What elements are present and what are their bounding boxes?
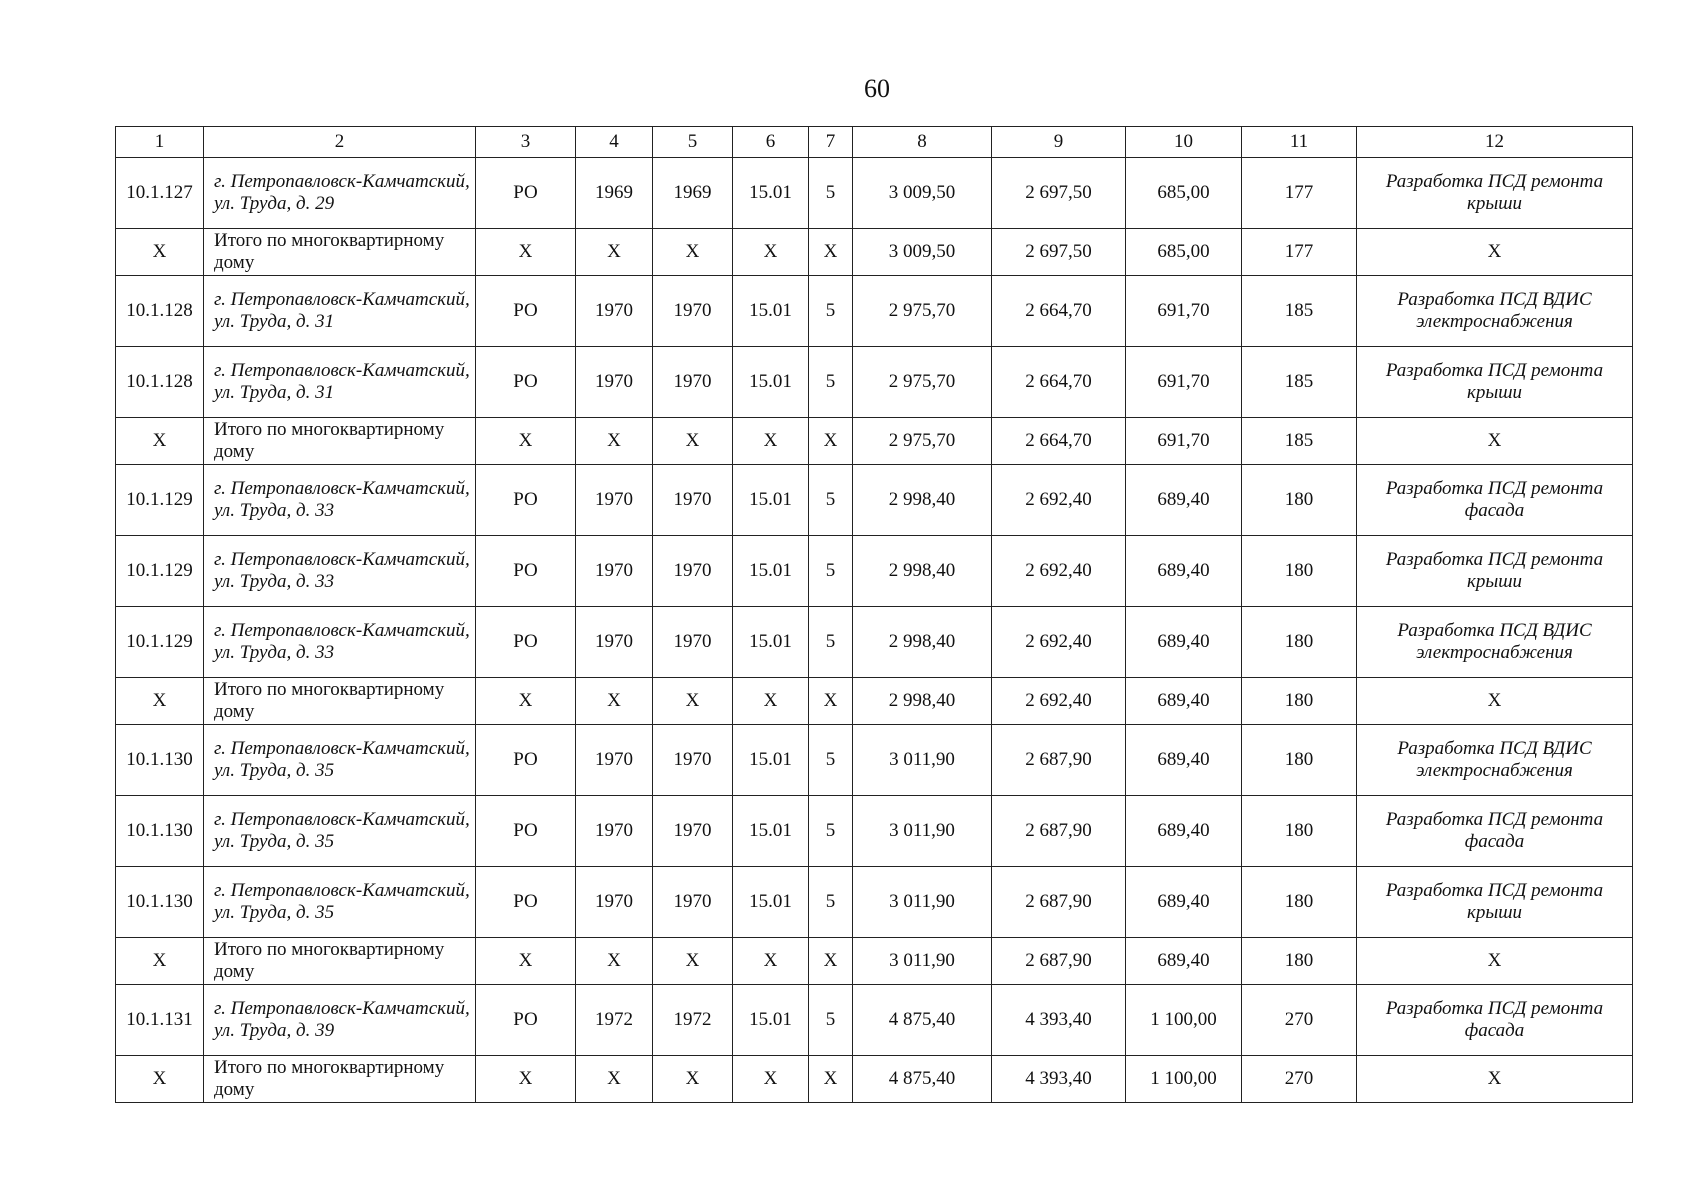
floors-cell: X <box>809 229 853 276</box>
floors-cell: 5 <box>809 725 853 796</box>
non-residential-area-cell: 1 100,00 <box>1126 1056 1242 1103</box>
residents-count-cell: 270 <box>1242 1056 1357 1103</box>
year-built-cell: 1970 <box>576 725 653 796</box>
residents-count-cell: 180 <box>1242 678 1357 725</box>
total-row <box>116 938 1633 985</box>
address-cell: г. Петропавловск-Камчатский, ул. Труда, д. 33 <box>204 465 476 536</box>
work-type-cell: Разработка ПСД ВДИС электроснабжения <box>1357 725 1633 796</box>
work-type-cell: Разработка ПСД ремонта крыши <box>1357 867 1633 938</box>
non-residential-area-cell: 689,40 <box>1126 465 1242 536</box>
address-cell: г. Петропавловск-Камчатский, ул. Труда, д. 33 <box>204 607 476 678</box>
address-cell: Итого по многоквартирному дому <box>204 418 476 465</box>
floors-cell: 5 <box>809 796 853 867</box>
year-commissioned-cell: 1969 <box>653 158 733 229</box>
work-type-cell: Разработка ПСД ремонта крыши <box>1357 158 1633 229</box>
residential-area-cell: 2 697,50 <box>992 158 1126 229</box>
standard-cell: 15.01 <box>733 276 809 347</box>
non-residential-area-cell: 1 100,00 <box>1126 985 1242 1056</box>
column-header: 1 <box>116 127 204 158</box>
year-built-cell: 1969 <box>576 158 653 229</box>
total-area-cell: 4 875,40 <box>853 985 992 1056</box>
table-row <box>116 867 1633 938</box>
work-type-cell: Разработка ПСД ВДИС электроснабжения <box>1357 276 1633 347</box>
row-number-cell: X <box>116 938 204 985</box>
year-built-cell: 1970 <box>576 796 653 867</box>
total-area-cell: 4 875,40 <box>853 1056 992 1103</box>
floors-cell: X <box>809 678 853 725</box>
non-residential-area-cell: 689,40 <box>1126 678 1242 725</box>
total-row <box>116 1056 1633 1103</box>
owner-type-cell: X <box>476 678 576 725</box>
non-residential-area-cell: 691,70 <box>1126 347 1242 418</box>
row-number-cell: X <box>116 678 204 725</box>
header-row <box>116 127 1633 158</box>
residents-count-cell: 180 <box>1242 465 1357 536</box>
floors-cell: X <box>809 418 853 465</box>
standard-cell: X <box>733 678 809 725</box>
table-row <box>116 985 1633 1056</box>
year-built-cell: 1970 <box>576 867 653 938</box>
year-built-cell: 1970 <box>576 347 653 418</box>
column-header: 11 <box>1242 127 1357 158</box>
row-number-cell: X <box>116 1056 204 1103</box>
work-type-cell: Разработка ПСД ремонта крыши <box>1357 347 1633 418</box>
total-area-cell: 2 975,70 <box>853 276 992 347</box>
year-commissioned-cell: 1970 <box>653 867 733 938</box>
work-type-cell: X <box>1357 678 1633 725</box>
work-type-cell: Разработка ПСД ВДИС электроснабжения <box>1357 607 1633 678</box>
owner-type-cell: РО <box>476 347 576 418</box>
row-number-cell: X <box>116 418 204 465</box>
year-commissioned-cell: 1970 <box>653 607 733 678</box>
year-built-cell: 1970 <box>576 536 653 607</box>
owner-type-cell: X <box>476 938 576 985</box>
residents-count-cell: 180 <box>1242 867 1357 938</box>
page-number: 60 <box>864 74 890 103</box>
work-type-cell: Разработка ПСД ремонта крыши <box>1357 536 1633 607</box>
address-cell: г. Петропавловск-Камчатский, ул. Труда, д. 35 <box>204 796 476 867</box>
year-commissioned-cell: X <box>653 418 733 465</box>
residential-area-cell: 2 664,70 <box>992 276 1126 347</box>
standard-cell: X <box>733 229 809 276</box>
column-header: 10 <box>1126 127 1242 158</box>
non-residential-area-cell: 685,00 <box>1126 158 1242 229</box>
residents-count-cell: 180 <box>1242 796 1357 867</box>
standard-cell: 15.01 <box>733 985 809 1056</box>
residential-area-cell: 2 697,50 <box>992 229 1126 276</box>
table-row <box>116 607 1633 678</box>
table-row <box>116 347 1633 418</box>
year-commissioned-cell: 1970 <box>653 536 733 607</box>
residents-count-cell: 177 <box>1242 229 1357 276</box>
owner-type-cell: РО <box>476 536 576 607</box>
owner-type-cell: РО <box>476 985 576 1056</box>
year-built-cell: X <box>576 678 653 725</box>
address-cell: Итого по многоквартирному дому <box>204 229 476 276</box>
address-cell: г. Петропавловск-Камчатский, ул. Труда, д. 31 <box>204 347 476 418</box>
column-header: 3 <box>476 127 576 158</box>
capital-repair-table <box>115 126 1633 1103</box>
column-header: 6 <box>733 127 809 158</box>
total-area-cell: 2 975,70 <box>853 418 992 465</box>
row-number-cell: X <box>116 229 204 276</box>
residents-count-cell: 177 <box>1242 158 1357 229</box>
table-row <box>116 536 1633 607</box>
address-cell: г. Петропавловск-Камчатский, ул. Труда, д. 33 <box>204 536 476 607</box>
non-residential-area-cell: 689,40 <box>1126 796 1242 867</box>
residential-area-cell: 2 692,40 <box>992 607 1126 678</box>
column-header: 5 <box>653 127 733 158</box>
total-area-cell: 3 011,90 <box>853 796 992 867</box>
total-area-cell: 2 998,40 <box>853 678 992 725</box>
floors-cell: 5 <box>809 985 853 1056</box>
column-header: 4 <box>576 127 653 158</box>
residents-count-cell: 180 <box>1242 607 1357 678</box>
column-header: 7 <box>809 127 853 158</box>
standard-cell: 15.01 <box>733 465 809 536</box>
work-type-cell: Разработка ПСД ремонта фасада <box>1357 985 1633 1056</box>
year-built-cell: 1970 <box>576 465 653 536</box>
row-number-cell: 10.1.128 <box>116 276 204 347</box>
table-row <box>116 276 1633 347</box>
work-type-cell: X <box>1357 418 1633 465</box>
row-number-cell: 10.1.128 <box>116 347 204 418</box>
address-cell: г. Петропавловск-Камчатский, ул. Труда, д. 35 <box>204 867 476 938</box>
floors-cell: 5 <box>809 607 853 678</box>
residential-area-cell: 2 664,70 <box>992 418 1126 465</box>
year-commissioned-cell: X <box>653 229 733 276</box>
residential-area-cell: 2 687,90 <box>992 867 1126 938</box>
work-type-cell: X <box>1357 938 1633 985</box>
owner-type-cell: РО <box>476 725 576 796</box>
address-cell: г. Петропавловск-Камчатский, ул. Труда, д. 39 <box>204 985 476 1056</box>
owner-type-cell: РО <box>476 796 576 867</box>
residents-count-cell: 180 <box>1242 938 1357 985</box>
row-number-cell: 10.1.127 <box>116 158 204 229</box>
year-built-cell: 1972 <box>576 985 653 1056</box>
row-number-cell: 10.1.130 <box>116 725 204 796</box>
total-row <box>116 229 1633 276</box>
floors-cell: X <box>809 938 853 985</box>
address-cell: г. Петропавловск-Камчатский, ул. Труда, д. 35 <box>204 725 476 796</box>
standard-cell: X <box>733 1056 809 1103</box>
work-type-cell: Разработка ПСД ремонта фасада <box>1357 796 1633 867</box>
owner-type-cell: РО <box>476 607 576 678</box>
non-residential-area-cell: 689,40 <box>1126 607 1242 678</box>
total-area-cell: 3 011,90 <box>853 938 992 985</box>
standard-cell: 15.01 <box>733 867 809 938</box>
year-commissioned-cell: X <box>653 1056 733 1103</box>
row-number-cell: 10.1.130 <box>116 867 204 938</box>
owner-type-cell: РО <box>476 276 576 347</box>
standard-cell: 15.01 <box>733 347 809 418</box>
owner-type-cell: РО <box>476 465 576 536</box>
row-number-cell: 10.1.129 <box>116 465 204 536</box>
year-commissioned-cell: 1970 <box>653 465 733 536</box>
total-area-cell: 3 009,50 <box>853 229 992 276</box>
year-built-cell: 1970 <box>576 607 653 678</box>
non-residential-area-cell: 685,00 <box>1126 229 1242 276</box>
non-residential-area-cell: 691,70 <box>1126 276 1242 347</box>
non-residential-area-cell: 689,40 <box>1126 536 1242 607</box>
table-row <box>116 725 1633 796</box>
standard-cell: 15.01 <box>733 158 809 229</box>
residents-count-cell: 185 <box>1242 276 1357 347</box>
non-residential-area-cell: 689,40 <box>1126 867 1242 938</box>
owner-type-cell: X <box>476 229 576 276</box>
owner-type-cell: РО <box>476 867 576 938</box>
residential-area-cell: 4 393,40 <box>992 985 1126 1056</box>
non-residential-area-cell: 689,40 <box>1126 938 1242 985</box>
floors-cell: 5 <box>809 867 853 938</box>
floors-cell: 5 <box>809 158 853 229</box>
residential-area-cell: 2 692,40 <box>992 536 1126 607</box>
residents-count-cell: 180 <box>1242 725 1357 796</box>
year-built-cell: X <box>576 418 653 465</box>
floors-cell: X <box>809 1056 853 1103</box>
total-area-cell: 3 011,90 <box>853 867 992 938</box>
table-row <box>116 465 1633 536</box>
total-area-cell: 2 975,70 <box>853 347 992 418</box>
residential-area-cell: 2 692,40 <box>992 465 1126 536</box>
residential-area-cell: 2 687,90 <box>992 725 1126 796</box>
address-cell: Итого по многоквартирному дому <box>204 938 476 985</box>
floors-cell: 5 <box>809 536 853 607</box>
address-cell: Итого по многоквартирному дому <box>204 1056 476 1103</box>
residents-count-cell: 270 <box>1242 985 1357 1056</box>
floors-cell: 5 <box>809 465 853 536</box>
year-built-cell: X <box>576 1056 653 1103</box>
column-header: 2 <box>204 127 476 158</box>
total-area-cell: 2 998,40 <box>853 607 992 678</box>
year-built-cell: X <box>576 938 653 985</box>
residents-count-cell: 185 <box>1242 418 1357 465</box>
standard-cell: 15.01 <box>733 796 809 867</box>
address-cell: г. Петропавловск-Камчатский, ул. Труда, д. 31 <box>204 276 476 347</box>
owner-type-cell: РО <box>476 158 576 229</box>
total-row <box>116 678 1633 725</box>
floors-cell: 5 <box>809 347 853 418</box>
year-built-cell: 1970 <box>576 276 653 347</box>
residential-area-cell: 2 664,70 <box>992 347 1126 418</box>
row-number-cell: 10.1.129 <box>116 536 204 607</box>
year-commissioned-cell: X <box>653 938 733 985</box>
standard-cell: 15.01 <box>733 536 809 607</box>
floors-cell: 5 <box>809 276 853 347</box>
owner-type-cell: X <box>476 1056 576 1103</box>
total-area-cell: 2 998,40 <box>853 465 992 536</box>
residents-count-cell: 185 <box>1242 347 1357 418</box>
standard-cell: X <box>733 418 809 465</box>
address-cell: Итого по многоквартирному дому <box>204 678 476 725</box>
row-number-cell: 10.1.131 <box>116 985 204 1056</box>
residential-area-cell: 2 687,90 <box>992 938 1126 985</box>
non-residential-area-cell: 689,40 <box>1126 725 1242 796</box>
standard-cell: X <box>733 938 809 985</box>
residents-count-cell: 180 <box>1242 536 1357 607</box>
year-commissioned-cell: 1970 <box>653 725 733 796</box>
total-area-cell: 3 009,50 <box>853 158 992 229</box>
year-built-cell: X <box>576 229 653 276</box>
year-commissioned-cell: 1970 <box>653 276 733 347</box>
column-header: 8 <box>853 127 992 158</box>
year-commissioned-cell: X <box>653 678 733 725</box>
owner-type-cell: X <box>476 418 576 465</box>
year-commissioned-cell: 1970 <box>653 796 733 867</box>
row-number-cell: 10.1.130 <box>116 796 204 867</box>
row-number-cell: 10.1.129 <box>116 607 204 678</box>
work-type-cell: Разработка ПСД ремонта фасада <box>1357 465 1633 536</box>
standard-cell: 15.01 <box>733 725 809 796</box>
table-row <box>116 796 1633 867</box>
column-header: 9 <box>992 127 1126 158</box>
total-area-cell: 2 998,40 <box>853 536 992 607</box>
table-row <box>116 158 1633 229</box>
address-cell: г. Петропавловск-Камчатский, ул. Труда, д. 29 <box>204 158 476 229</box>
column-header: 12 <box>1357 127 1633 158</box>
work-type-cell: X <box>1357 1056 1633 1103</box>
year-commissioned-cell: 1972 <box>653 985 733 1056</box>
residential-area-cell: 2 692,40 <box>992 678 1126 725</box>
residential-area-cell: 4 393,40 <box>992 1056 1126 1103</box>
work-type-cell: X <box>1357 229 1633 276</box>
non-residential-area-cell: 691,70 <box>1126 418 1242 465</box>
total-area-cell: 3 011,90 <box>853 725 992 796</box>
year-commissioned-cell: 1970 <box>653 347 733 418</box>
residential-area-cell: 2 687,90 <box>992 796 1126 867</box>
total-row <box>116 418 1633 465</box>
standard-cell: 15.01 <box>733 607 809 678</box>
